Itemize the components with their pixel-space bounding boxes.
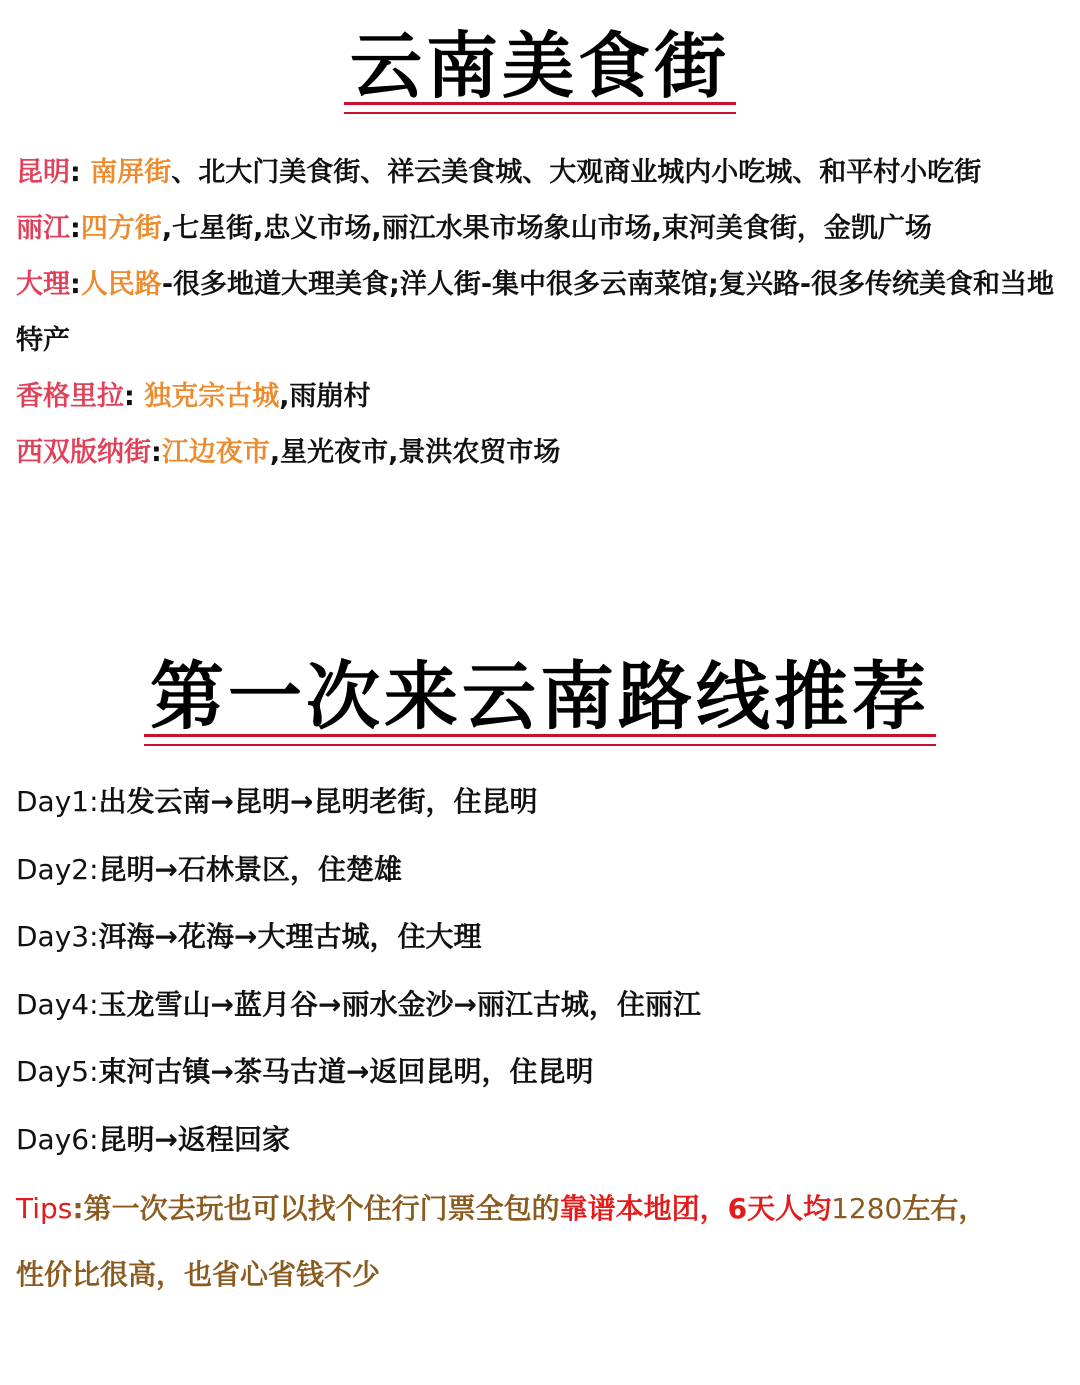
food-entry-shangrila bbox=[16, 369, 1072, 425]
day-route: 玉龙雪山→蓝月谷→丽水金沙→丽江古城，住丽江 bbox=[98, 987, 701, 1021]
spot-list: ,雨崩村 bbox=[279, 381, 371, 412]
route-day bbox=[16, 1106, 1076, 1174]
tips-part3: 性价比很高，也省心省钱不少 bbox=[16, 1258, 381, 1291]
separator: : bbox=[151, 437, 162, 468]
region-label: 香格里拉 bbox=[16, 381, 124, 412]
highlight-spot: 人民路 bbox=[80, 269, 162, 300]
spot-list: 、北大门美食街、祥云美食城、大观商业城内小吃城、和平村小吃街 bbox=[171, 157, 982, 188]
tips-part1: 第一次去玩也可以找个住行门票全包的 bbox=[83, 1192, 560, 1225]
highlight-spot: 江边夜市 bbox=[161, 437, 270, 468]
route-day bbox=[16, 971, 1076, 1039]
day-label: Day5: bbox=[16, 1055, 99, 1088]
region-label: 西双版纳街 bbox=[16, 437, 151, 468]
region-label: 丽江 bbox=[16, 213, 70, 244]
spot-list: ,星光夜市,景洪农贸市场 bbox=[269, 437, 561, 468]
route-day bbox=[16, 903, 1076, 971]
route-day bbox=[16, 1038, 1076, 1106]
highlight-spot: 独克宗古城 bbox=[144, 381, 280, 412]
food-section-title: 云南美食街 bbox=[344, 30, 736, 114]
region-label: 昆明 bbox=[16, 157, 70, 188]
day-label: Day6: bbox=[16, 1122, 99, 1156]
separator: : bbox=[70, 157, 91, 188]
day-label: Day1: bbox=[16, 785, 99, 818]
day-route: 洱海→花海→大理古城，住大理 bbox=[98, 920, 482, 953]
food-section-header bbox=[0, 24, 1080, 114]
separator: : bbox=[70, 213, 81, 244]
tips-label: Tips bbox=[16, 1192, 73, 1225]
spot-list: -很多地道大理美食;洋人街-集中很多云南菜馆;复兴路-很多传统美食和当地特产 bbox=[16, 269, 1055, 356]
day-label: Day2: bbox=[16, 852, 99, 886]
day-label: Day4: bbox=[16, 987, 99, 1021]
food-list bbox=[16, 145, 1072, 481]
highlight-spot: 南屏街 bbox=[90, 157, 172, 188]
region-label: 大理 bbox=[16, 269, 70, 300]
tips-price: 1280 bbox=[831, 1192, 903, 1225]
tips-text bbox=[16, 1176, 1076, 1308]
highlight-spot: 四方街 bbox=[80, 213, 162, 244]
route-day bbox=[16, 836, 1076, 904]
day-route: 束河古镇→茶马古道→返回昆明，住昆明 bbox=[98, 1055, 594, 1088]
tips-part2: 左右， bbox=[902, 1192, 987, 1225]
spot-list: ,七星街,忠义市场,丽江水果市场象山市场,束河美食街，金凯广场 bbox=[161, 213, 932, 244]
tips-colon: : bbox=[72, 1192, 84, 1225]
food-entry-kunming bbox=[16, 145, 1072, 201]
route-day-list bbox=[16, 768, 1076, 1173]
route-section-title: 第一次来云南路线推荐 bbox=[144, 660, 936, 746]
day-route: 昆明→石林景区，住楚雄 bbox=[98, 852, 403, 886]
separator: : bbox=[70, 269, 81, 300]
day-label: Day3: bbox=[16, 920, 99, 953]
route-day bbox=[16, 768, 1076, 836]
food-entry-xishuangbanna bbox=[16, 425, 1072, 481]
day-route: 昆明→返程回家 bbox=[98, 1122, 291, 1156]
food-entry-lijiang bbox=[16, 201, 1072, 257]
separator: : bbox=[124, 381, 145, 412]
route-section-header bbox=[0, 654, 1080, 746]
tips-highlight: 靠谱本地团，6天人均 bbox=[559, 1192, 832, 1225]
day-route: 出发云南→昆明→昆明老街，住昆明 bbox=[98, 785, 538, 818]
tips-block bbox=[16, 1176, 1076, 1308]
food-entry-dali bbox=[16, 257, 1072, 369]
